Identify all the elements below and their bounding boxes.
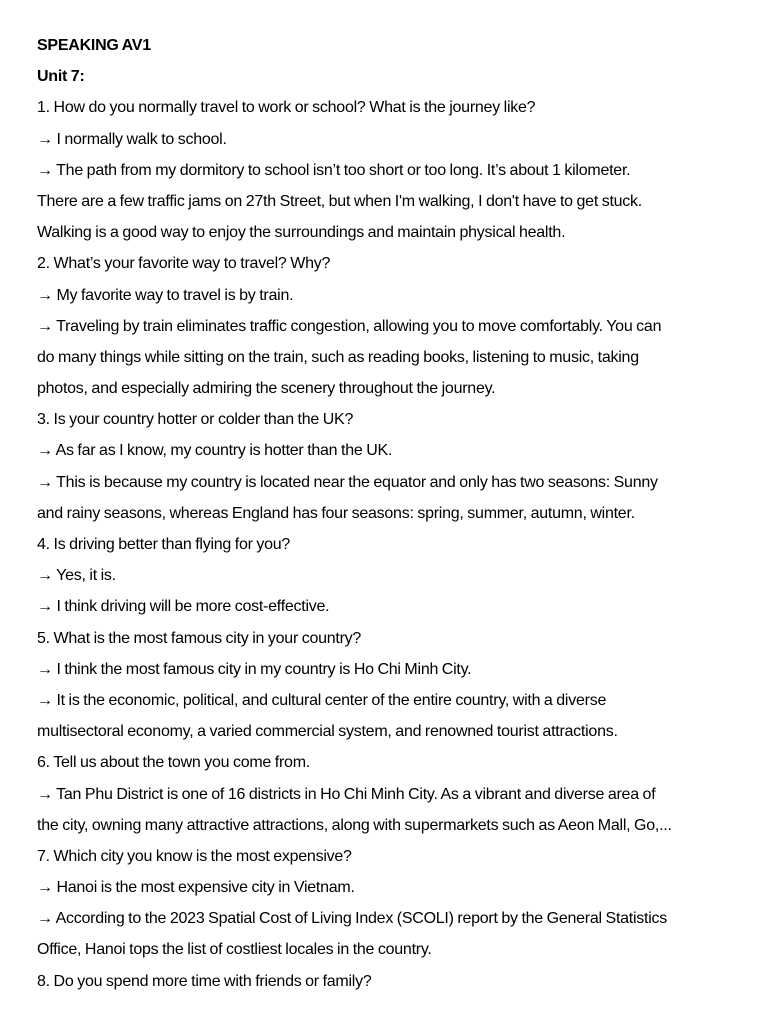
document-page (37, 30, 737, 997)
answer-line: → I normally walk to school. (37, 130, 227, 148)
question-line: 3. Is your country hotter or colder than the UK? (37, 411, 354, 429)
unit-heading: Unit 7: (37, 68, 85, 86)
question-line: 5. What is the most famous city in your country? (37, 629, 362, 647)
question-line: 8. Do you spend more time with friends or family? (37, 972, 372, 990)
answer-continuation-line: and rainy seasons, whereas England has four seasons: spring, summer, autumn, winter. (37, 504, 635, 522)
answer-continuation-line: the city, owning many attractive attractions, along with supermarkets such as Aeon Mall, Go,... (37, 816, 672, 834)
answer-line: → Traveling by train eliminates traffic congestion, allowing you to move comfortably. You can (37, 317, 662, 335)
question-line: 4. Is driving better than flying for you? (37, 536, 291, 553)
question-line: 1. How do you normally travel to work or school? What is the journey like? (37, 99, 536, 117)
answer-line: → I think driving will be more cost-effective. (37, 598, 330, 616)
answer-continuation-line: There are a few traffic jams on 27th Street, but when I'm walking, I don't have to get stuck. (37, 192, 642, 210)
answer-continuation-line: multisectoral economy, a varied commercial system, and renowned tourist attractions. (37, 723, 618, 741)
answer-line: → Yes, it is. (37, 567, 116, 585)
answer-line: → I think the most famous city in my country is Ho Chi Minh City. (37, 660, 472, 678)
document-title: SPEAKING AV1 (37, 37, 151, 54)
answer-continuation-line: Walking is a good way to enjoy the surroundings and maintain physical health. (37, 224, 566, 242)
answer-line: → Tan Phu District is one of 16 districts in Ho Chi Minh City. As a vibrant and diverse area of (37, 785, 656, 803)
answer-line: → According to the 2023 Spatial Cost of Living Index (SCOLI) report by the General Statistics (37, 910, 668, 928)
answer-line: → Hanoi is the most expensive city in Vietnam. (37, 879, 355, 897)
question-line: 7. Which city you know is the most expensive? (37, 847, 352, 865)
answer-line: → As far as I know, my country is hotter than the UK. (37, 442, 393, 460)
question-line: 2. What’s your favorite way to travel? Why? (37, 255, 331, 273)
answer-line: → It is the economic, political, and cultural center of the entire country, with a diverse (37, 691, 607, 709)
answer-line: → The path from my dormitory to school isn’t too short or too long. It’s about 1 kilometer. (37, 161, 631, 179)
answer-continuation-line: Office, Hanoi tops the list of costliest locales in the country. (37, 941, 432, 959)
question-line: 6. Tell us about the town you come from. (37, 754, 310, 772)
answer-line: → This is because my country is located near the equator and only has two seasons: Sunny (37, 473, 658, 491)
answer-continuation-line: do many things while sitting on the train, such as reading books, listening to music, taking (37, 348, 639, 366)
answer-continuation-line: photos, and especially admiring the scenery throughout the journey. (37, 380, 496, 398)
answer-line: → My favorite way to travel is by train. (37, 286, 294, 304)
